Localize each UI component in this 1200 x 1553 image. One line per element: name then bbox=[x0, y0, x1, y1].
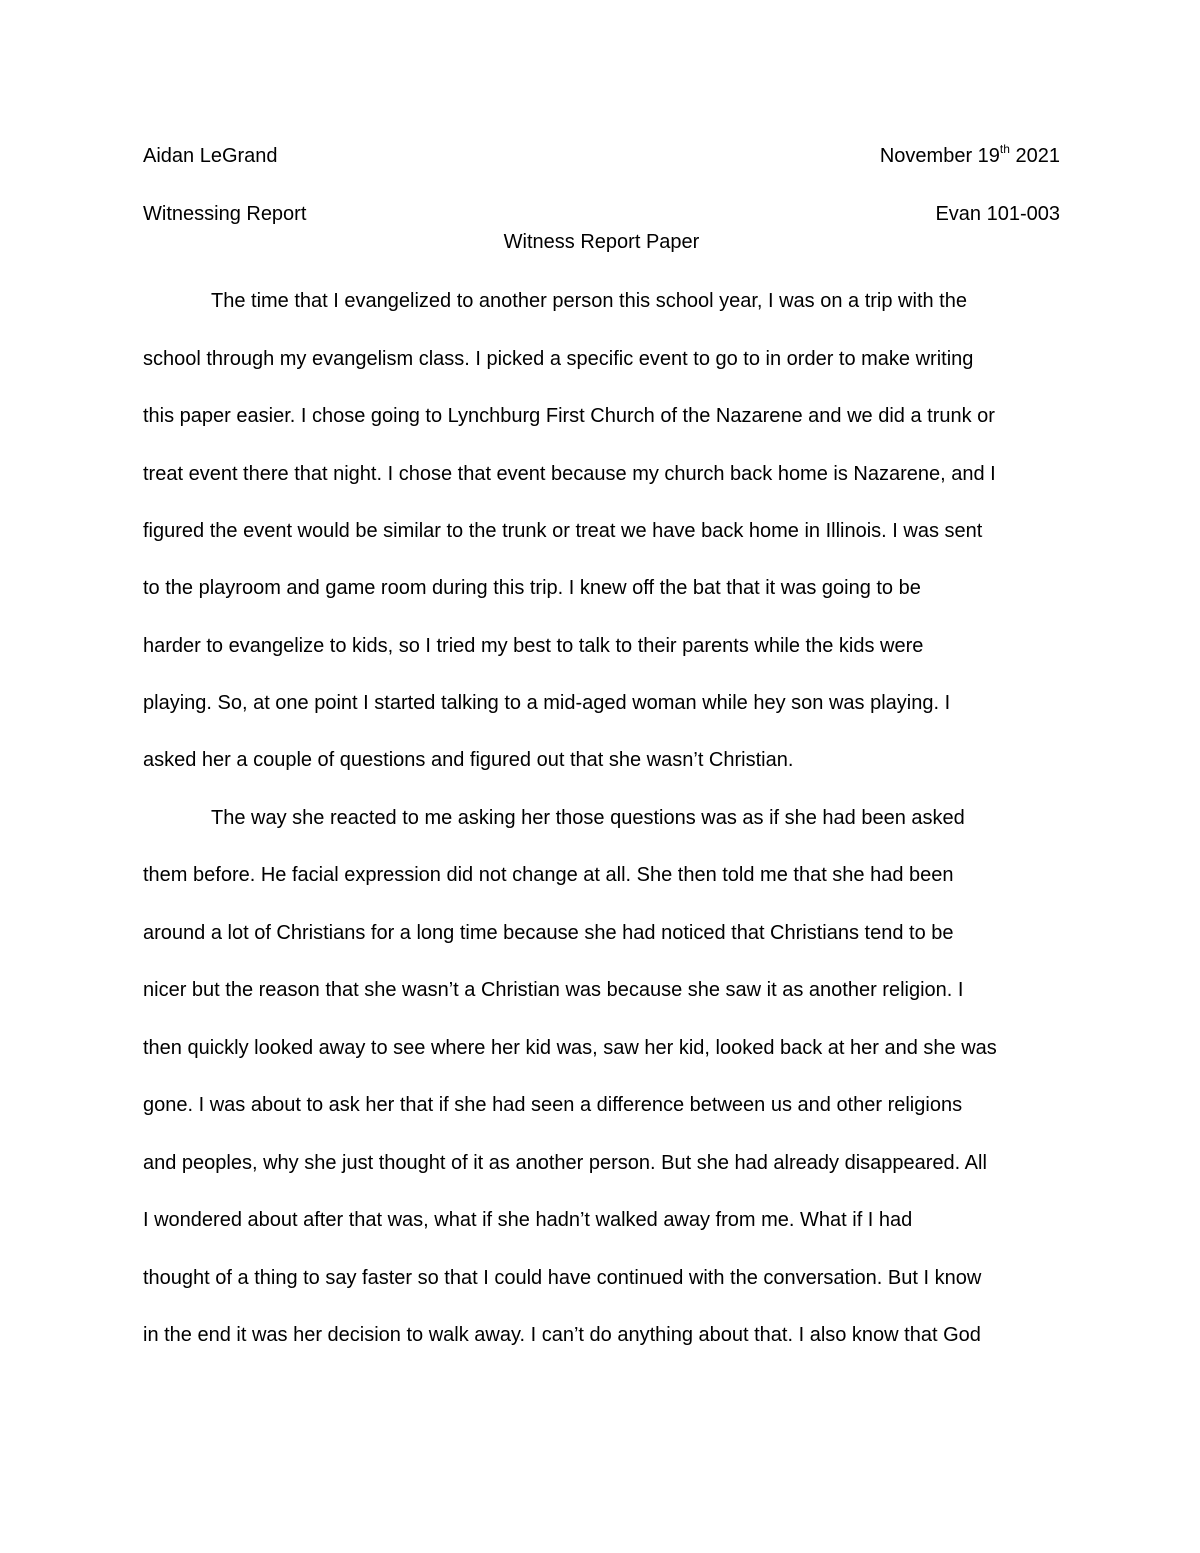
header-row-1 bbox=[143, 144, 1060, 168]
paragraph-1-line-5: figured the event would be similar to the trunk or treat we have back home in Illinois. I was sent bbox=[143, 520, 983, 542]
course-code: Evan 101-003 bbox=[935, 203, 1060, 225]
paragraph-2-line-7: and peoples, why she just thought of it as another person. But she had already disappeared. All bbox=[143, 1152, 987, 1174]
paragraph-1-line-2: school through my evangelism class. I picked a specific event to go to in order to make writing bbox=[143, 348, 974, 370]
author-name: Aidan LeGrand bbox=[143, 145, 278, 167]
paragraph-2-line-3: around a lot of Christians for a long time because she had noticed that Christians tend to be bbox=[143, 922, 954, 944]
paragraph-2-line-1: The way she reacted to me asking her those questions was as if she had been asked bbox=[211, 807, 965, 829]
paragraph-1-line-1: The time that I evangelized to another person this school year, I was on a trip with the bbox=[211, 290, 967, 312]
date-month-day: November 19 bbox=[879, 145, 1000, 167]
paragraph-2-line-6: gone. I was about to ask her that if she had seen a difference between us and other religions bbox=[143, 1094, 963, 1116]
paper-title: Witness Report Paper bbox=[503, 231, 700, 253]
paragraph-2-line-4: nicer but the reason that she wasn’t a Christian was because she saw it as another religion. I bbox=[143, 979, 964, 1001]
paragraph-1-line-7: harder to evangelize to kids, so I tried my best to talk to their parents while the kids were bbox=[143, 635, 924, 657]
report-type: Witnessing Report bbox=[143, 203, 307, 225]
date-year: 2021 bbox=[1009, 145, 1060, 167]
paragraph-2-line-5: then quickly looked away to see where her kid was, saw her kid, looked back at her and she was bbox=[143, 1037, 997, 1059]
date bbox=[880, 144, 1060, 168]
paragraph-2-line-8: I wondered about after that was, what if she hadn’t walked away from me. What if I had bbox=[143, 1209, 913, 1231]
paragraph-1-line-6: to the playroom and game room during this trip. I knew off the bat that it was going to be bbox=[143, 577, 921, 599]
paragraph-2-line-10: in the end it was her decision to walk away. I can’t do anything about that. I also know that God bbox=[143, 1324, 981, 1346]
paragraph-2-line-2: them before. He facial expression did not change at all. She then told me that she had been bbox=[143, 864, 954, 886]
paragraph-2-line-9: thought of a thing to say faster so that I could have continued with the conversation. But I know bbox=[143, 1267, 982, 1289]
paragraph-1-line-3: this paper easier. I chose going to Lynchburg First Church of the Nazarene and we did a trunk or bbox=[143, 405, 995, 427]
paragraph-1-line-9: asked her a couple of questions and figured out that she wasn’t Christian. bbox=[143, 749, 794, 771]
date-ordinal-suffix: th bbox=[999, 142, 1010, 156]
header-row-2 bbox=[143, 202, 1060, 226]
paragraph-1-line-8: playing. So, at one point I started talking to a mid-aged woman while hey son was playing. I bbox=[143, 692, 951, 714]
paragraph-1-line-4: treat event there that night. I chose that event because my church back home is Nazarene, and I bbox=[143, 463, 996, 485]
